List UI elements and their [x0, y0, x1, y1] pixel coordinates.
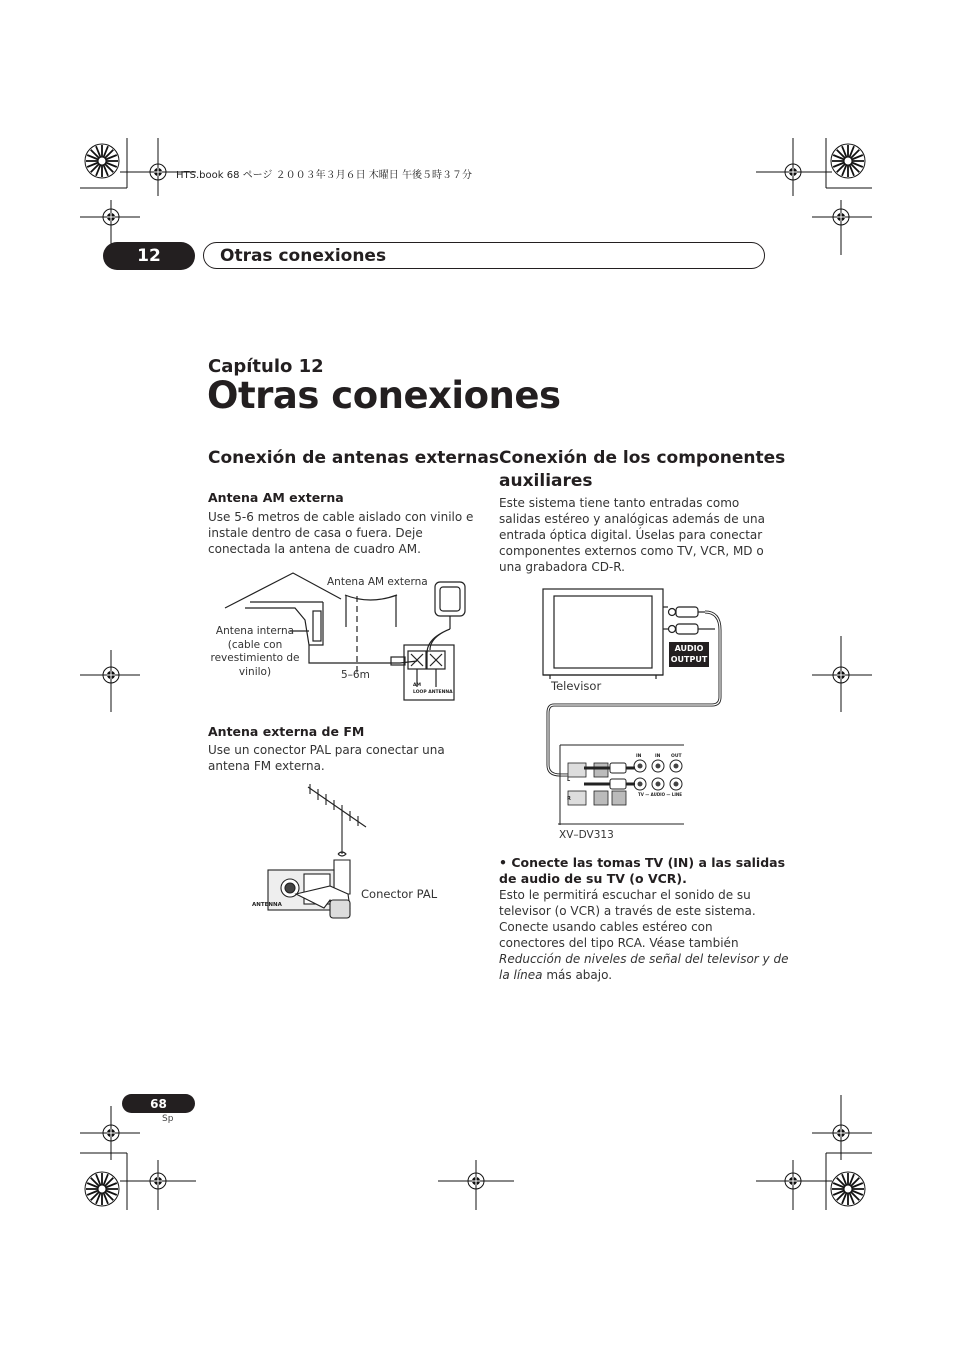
label-tv: Televisor — [551, 679, 602, 693]
panel-am-label: AM — [413, 683, 421, 688]
text-line: Use 5-6 metros de cable aislado con vinilo e — [208, 510, 474, 524]
instruction-body — [499, 887, 788, 983]
text-line: entrada óptica digital. Úselas para conectar — [499, 528, 763, 542]
cross-reference: Reducción de niveles de señal del televisor y de — [499, 952, 789, 966]
fm-antenna-diagram — [248, 782, 398, 932]
page-title: Otras conexiones — [207, 374, 561, 417]
label-am-internal: Antena interna (cable con revestimiento de vinilo) — [210, 625, 300, 678]
port-in-label: IN — [655, 754, 661, 759]
chapter-number-tab: 12 — [103, 242, 195, 270]
text-line: componentes externos como TV, VCR, MD o — [499, 544, 764, 558]
aux-intro-paragraph — [499, 495, 765, 575]
aux-connection-diagram — [540, 585, 730, 830]
label-am-external: Antena AM externa — [327, 576, 428, 588]
subheading-fm: Antena externa de FM — [208, 724, 365, 739]
text-line: Use un conector PAL para conectar una — [208, 743, 445, 757]
text-line: Esto le permitirá escuchar el sonido de su — [499, 888, 751, 902]
text-line: Este sistema tiene tanto entradas como — [499, 496, 740, 510]
text-line: conectores del tipo RCA. Véase también — [499, 936, 739, 950]
receiver-back-panel — [558, 745, 684, 825]
port-in-label: IN — [636, 754, 642, 759]
channel-r-label: R — [567, 796, 571, 802]
subheading-am: Antena AM externa — [208, 490, 344, 505]
fm-paragraph — [208, 742, 445, 774]
text-line: la línea más abajo. — [499, 968, 613, 982]
text-line: conectada la antena de cuadro AM. — [208, 542, 421, 556]
chapter-label: Capítulo 12 — [208, 356, 324, 377]
section-heading-antennas: Conexión de antenas externas — [208, 448, 499, 468]
page-number: 68 — [122, 1094, 195, 1113]
label-pal-connector: Conector PAL — [361, 887, 438, 901]
panel-loop-label: LOOP ANTENNA — [413, 690, 453, 695]
text-line: instale dentro de casa o fuera. Deje — [208, 526, 423, 540]
antenna-port-label: ANTENNA — [252, 902, 282, 908]
audio-output-badge: AUDIO OUTPUT — [669, 642, 709, 667]
port-out-label: OUT — [671, 754, 682, 759]
print-mark-text: HTS.book 68 ページ ２００３年３月６日 木曜日 午後５時３７分 — [176, 170, 472, 181]
language-code: Sp — [162, 1114, 174, 1124]
text-line: televisor (o VCR) a través de este sistema. — [499, 904, 756, 918]
text-line: salidas estéreo y analógicas además de una — [499, 512, 765, 526]
text-line: una grabadora CD-R. — [499, 560, 625, 574]
label-model: XV–DV313 — [559, 829, 614, 841]
am-paragraph — [208, 509, 473, 557]
instruction-bullet: • Conecte las tomas TV (IN) a las salidas de audio de su TV (o VCR). — [499, 855, 786, 886]
port-group-label: TV — AUDIO — LINE — [638, 792, 682, 797]
text-line: antena FM externa. — [208, 759, 325, 773]
section-heading-aux: Conexión de los componentes auxiliares — [499, 448, 786, 491]
header-title: Otras conexiones — [220, 246, 387, 266]
cross-reference: la línea — [499, 968, 543, 982]
channel-l-label: L — [567, 777, 571, 783]
label-distance: 5–6m — [341, 669, 370, 681]
text-line: Conecte usando cables estéreo con — [499, 920, 713, 934]
